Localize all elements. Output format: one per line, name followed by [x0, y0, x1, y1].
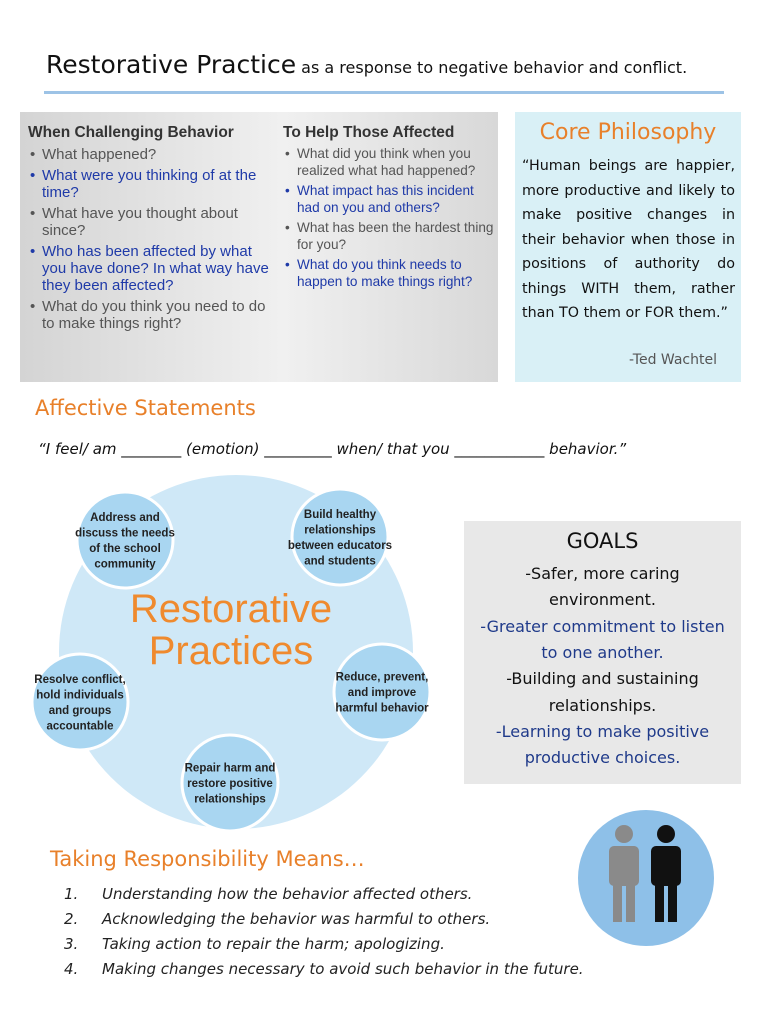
responsibility-list [64, 882, 584, 982]
questions-challenging-column [28, 124, 274, 336]
diagram-circle-label: Reduce, prevent, [335, 671, 429, 684]
responsibility-item-text: Understanding how the behavior affected others. [102, 885, 473, 903]
responsibility-item-text: Acknowledging the behavior was harmful to others. [102, 910, 491, 928]
title-subtitle: as a response to negative behavior and conflict. [301, 58, 688, 77]
diagram-circle-label: relationships [194, 793, 266, 806]
goal-line: to one another. [541, 642, 664, 662]
responsibility-item-number: 2. [64, 910, 79, 928]
diagram-circle-label: Address and [90, 511, 160, 524]
affective-statements-title: Affective Statements [35, 396, 256, 420]
question-affected-item: • What do you think needs to happen to make things right? [283, 257, 495, 290]
responsibility-item-text: Taking action to repair the harm; apologizing. [102, 935, 445, 953]
title-divider [44, 91, 724, 94]
goals-title: GOALS [566, 529, 639, 553]
responsibility-item [64, 907, 584, 932]
core-philosophy-title: Core Philosophy [539, 120, 717, 145]
core-philosophy-panel [515, 112, 741, 382]
diagram-circle-label: community [94, 558, 156, 571]
questions-affected-column [283, 124, 495, 294]
diagram-circle-address-needs [77, 492, 173, 588]
affective-statement-template: “I feel/ am ________ (emotion) _________ when/ that you ____________ behavior.” [38, 440, 627, 458]
diagram-circle-label: harmful behavior [335, 702, 429, 715]
goal-line: -Learning to make positive [495, 721, 710, 741]
responsibility-item-number: 1. [64, 885, 79, 903]
question-challenging-item: • What have you thought about since? [28, 205, 274, 239]
diagram-circle-label: and students [304, 555, 376, 568]
question-affected-item: • What impact has this incident had on you and others? [283, 183, 495, 216]
goal-line: -Safer, more caring [525, 564, 680, 583]
responsibility-item-number: 3. [64, 935, 79, 953]
diagram-circle-label: discuss the needs [75, 527, 175, 540]
question-challenging-item: • What were you thinking of at the time? [28, 167, 274, 201]
diagram-circle-label: Build healthy [303, 508, 377, 521]
responsibility-title: Taking Responsibility Means… [50, 847, 365, 871]
questions-affected-heading: To Help Those Affected [283, 124, 455, 141]
diagram-center-word-2: Practices [148, 629, 314, 673]
diagram-circle-label: relationships [304, 524, 376, 537]
goal-line: relationships. [548, 695, 657, 715]
question-affected-item: • What has been the hardest thing for you? [283, 220, 495, 253]
responsibility-item [64, 932, 584, 957]
goal-line: environment. [549, 590, 656, 610]
diagram-circle-label: hold individuals [36, 689, 124, 702]
questions-panel [20, 112, 498, 382]
question-challenging-item: • What do you think you need to do to make things right? [28, 298, 274, 332]
diagram-circle-label: between educators [287, 539, 393, 552]
diagram-circle-label: Repair harm and [184, 762, 276, 775]
questions-affected-list [283, 146, 495, 290]
people-icon-background [578, 810, 714, 946]
question-affected-item: • What did you think when you realized what had happened? [283, 146, 495, 179]
title-main: Restorative Practice [46, 50, 297, 79]
diagram-circle-label: accountable [46, 720, 114, 733]
diagram-circle-label: and groups [48, 704, 112, 717]
diagram-circle-label: of the school [89, 542, 161, 555]
goal-line: -Greater commitment to listen [480, 616, 725, 636]
question-challenging-item: • Who has been affected by what you have done? In what way have they been affected? [28, 243, 274, 294]
restorative-practices-diagram [18, 470, 458, 850]
diagram-circle-resolve-conflict [32, 654, 128, 750]
responsibility-item [64, 957, 584, 982]
responsibility-item [64, 882, 584, 907]
goals-panel [464, 521, 741, 784]
goal-line: -Building and sustaining [506, 669, 699, 689]
questions-challenging-list [28, 146, 274, 332]
page-title [46, 50, 687, 79]
core-philosophy-quote: “Human beings are happier, more productive and likely to make positive changes in their behavior when those in positions of authority do things WITH them, rather than TO them or FOR them.” [522, 158, 735, 321]
diagram-circle-label: and improve [347, 687, 417, 699]
quote-author: -Ted Wachtel [629, 352, 717, 368]
responsibility-item-text: Making changes necessary to avoid such behavior in the future. [102, 960, 584, 978]
questions-challenging-heading: When Challenging Behavior [28, 124, 234, 141]
diagram-center-word-1: Restorative [129, 587, 333, 631]
diagram-circle-label: restore positive [187, 778, 273, 790]
question-challenging-item: • What happened? [28, 146, 274, 163]
responsibility-item-number: 4. [64, 960, 79, 978]
diagram-circle-label: Resolve conflict, [34, 673, 126, 686]
diagram-circle-build-relationships [292, 489, 388, 585]
goal-line: productive choices. [524, 748, 681, 768]
people-icon [578, 810, 714, 946]
